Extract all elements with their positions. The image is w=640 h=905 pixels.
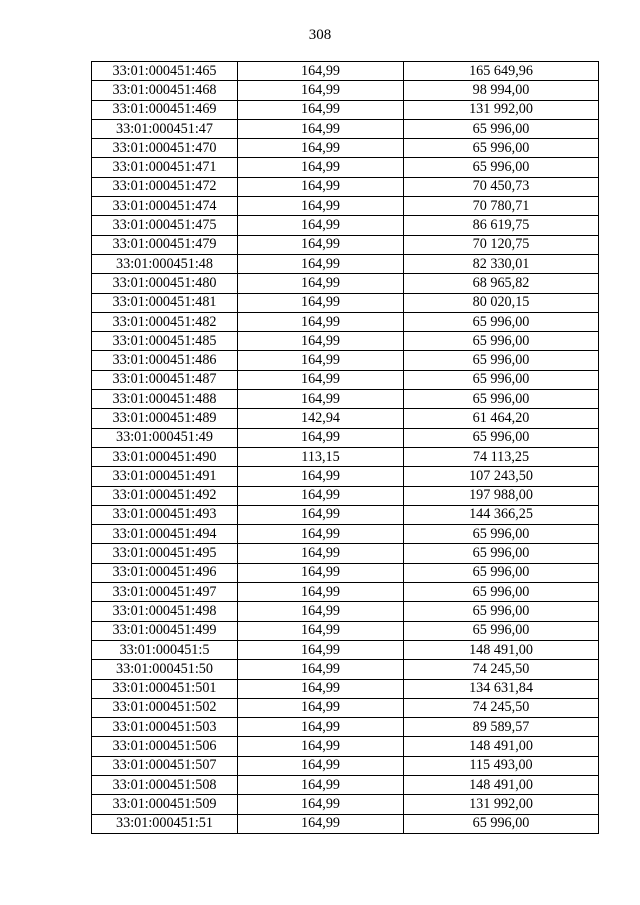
cadastral-number-cell: 33:01:000451:493 xyxy=(92,505,238,524)
table-row xyxy=(92,814,599,833)
table-row xyxy=(92,370,599,389)
value-cell: 65 996,00 xyxy=(404,370,599,389)
cadastral-number-cell: 33:01:000451:47 xyxy=(92,119,238,138)
table-row xyxy=(92,197,599,216)
value-cell: 70 450,73 xyxy=(404,177,599,196)
cadastral-number-cell: 33:01:000451:475 xyxy=(92,216,238,235)
area-cell: 164,99 xyxy=(238,737,404,756)
area-cell: 164,99 xyxy=(238,158,404,177)
page-number: 308 xyxy=(308,27,332,43)
table-row xyxy=(92,293,599,312)
value-cell: 65 996,00 xyxy=(404,351,599,370)
area-cell: 164,99 xyxy=(238,332,404,351)
cadastral-number-cell: 33:01:000451:479 xyxy=(92,235,238,254)
table-row xyxy=(92,235,599,254)
table-row xyxy=(92,351,599,370)
cadastral-number-cell: 33:01:000451:506 xyxy=(92,737,238,756)
cadastral-number-cell: 33:01:000451:468 xyxy=(92,81,238,100)
table-row xyxy=(92,332,599,351)
table-row xyxy=(92,409,599,428)
cadastral-number-cell: 33:01:000451:497 xyxy=(92,583,238,602)
cadastral-number-cell: 33:01:000451:488 xyxy=(92,390,238,409)
area-cell: 113,15 xyxy=(238,447,404,466)
area-cell: 164,99 xyxy=(238,486,404,505)
cadastral-number-cell: 33:01:000451:470 xyxy=(92,139,238,158)
area-cell: 164,99 xyxy=(238,216,404,235)
value-cell: 98 994,00 xyxy=(404,81,599,100)
cadastral-number-cell: 33:01:000451:465 xyxy=(92,62,238,81)
value-cell: 65 996,00 xyxy=(404,158,599,177)
cadastral-number-cell: 33:01:000451:486 xyxy=(92,351,238,370)
area-cell: 164,99 xyxy=(238,795,404,814)
value-cell: 65 996,00 xyxy=(404,312,599,331)
cadastral-number-cell: 33:01:000451:487 xyxy=(92,370,238,389)
cadastral-number-cell: 33:01:000451:482 xyxy=(92,312,238,331)
table-row xyxy=(92,254,599,273)
value-cell: 144 366,25 xyxy=(404,505,599,524)
cadastral-number-cell: 33:01:000451:507 xyxy=(92,756,238,775)
cadastral-number-cell: 33:01:000451:480 xyxy=(92,274,238,293)
cadastral-number-cell: 33:01:000451:508 xyxy=(92,775,238,794)
area-cell: 164,99 xyxy=(238,390,404,409)
area-cell: 164,99 xyxy=(238,621,404,640)
cadastral-number-cell: 33:01:000451:489 xyxy=(92,409,238,428)
table-row xyxy=(92,139,599,158)
value-cell: 68 965,82 xyxy=(404,274,599,293)
value-cell: 74 245,50 xyxy=(404,660,599,679)
table-row xyxy=(92,62,599,81)
area-cell: 164,99 xyxy=(238,698,404,717)
table-row xyxy=(92,602,599,621)
cadastral-number-cell: 33:01:000451:496 xyxy=(92,563,238,582)
value-cell: 134 631,84 xyxy=(404,679,599,698)
value-cell: 61 464,20 xyxy=(404,409,599,428)
table-row xyxy=(92,563,599,582)
area-cell: 164,99 xyxy=(238,235,404,254)
area-cell: 164,99 xyxy=(238,254,404,273)
table-body xyxy=(92,62,599,834)
area-cell: 164,99 xyxy=(238,293,404,312)
table-row xyxy=(92,274,599,293)
value-cell: 65 996,00 xyxy=(404,621,599,640)
cadastral-number-cell: 33:01:000451:509 xyxy=(92,795,238,814)
table-row xyxy=(92,737,599,756)
value-cell: 65 996,00 xyxy=(404,602,599,621)
value-cell: 65 996,00 xyxy=(404,563,599,582)
area-cell: 164,99 xyxy=(238,62,404,81)
value-cell: 115 493,00 xyxy=(404,756,599,775)
table-row xyxy=(92,525,599,544)
area-cell: 164,99 xyxy=(238,640,404,659)
value-cell: 165 649,96 xyxy=(404,62,599,81)
value-cell: 65 996,00 xyxy=(404,525,599,544)
cadastral-number-cell: 33:01:000451:492 xyxy=(92,486,238,505)
area-cell: 164,99 xyxy=(238,563,404,582)
table-row xyxy=(92,312,599,331)
value-cell: 74 113,25 xyxy=(404,447,599,466)
cadastral-number-cell: 33:01:000451:474 xyxy=(92,197,238,216)
area-cell: 164,99 xyxy=(238,428,404,447)
value-cell: 197 988,00 xyxy=(404,486,599,505)
value-cell: 70 780,71 xyxy=(404,197,599,216)
value-cell: 86 619,75 xyxy=(404,216,599,235)
area-cell: 164,99 xyxy=(238,370,404,389)
area-cell: 164,99 xyxy=(238,525,404,544)
area-cell: 164,99 xyxy=(238,814,404,833)
value-cell: 70 120,75 xyxy=(404,235,599,254)
table-row xyxy=(92,216,599,235)
table-row xyxy=(92,100,599,119)
table-row xyxy=(92,640,599,659)
area-cell: 164,99 xyxy=(238,139,404,158)
cadastral-number-cell: 33:01:000451:50 xyxy=(92,660,238,679)
table-row xyxy=(92,119,599,138)
cadastral-number-cell: 33:01:000451:502 xyxy=(92,698,238,717)
value-cell: 148 491,00 xyxy=(404,737,599,756)
cadastral-number-cell: 33:01:000451:494 xyxy=(92,525,238,544)
area-cell: 164,99 xyxy=(238,197,404,216)
table-row xyxy=(92,505,599,524)
table-row xyxy=(92,428,599,447)
data-table xyxy=(91,61,599,834)
table-row xyxy=(92,583,599,602)
area-cell: 164,99 xyxy=(238,505,404,524)
area-cell: 164,99 xyxy=(238,274,404,293)
area-cell: 164,99 xyxy=(238,544,404,563)
table-row xyxy=(92,795,599,814)
table-row xyxy=(92,486,599,505)
value-cell: 65 996,00 xyxy=(404,544,599,563)
cadastral-number-cell: 33:01:000451:491 xyxy=(92,467,238,486)
area-cell: 164,99 xyxy=(238,467,404,486)
cadastral-number-cell: 33:01:000451:472 xyxy=(92,177,238,196)
area-cell: 164,99 xyxy=(238,81,404,100)
cadastral-number-cell: 33:01:000451:5 xyxy=(92,640,238,659)
value-cell: 65 996,00 xyxy=(404,583,599,602)
table-row xyxy=(92,544,599,563)
cadastral-number-cell: 33:01:000451:490 xyxy=(92,447,238,466)
value-cell: 65 996,00 xyxy=(404,119,599,138)
table-row xyxy=(92,467,599,486)
area-cell: 142,94 xyxy=(238,409,404,428)
table-row xyxy=(92,660,599,679)
value-cell: 65 996,00 xyxy=(404,139,599,158)
area-cell: 164,99 xyxy=(238,775,404,794)
table-row xyxy=(92,718,599,737)
cadastral-number-cell: 33:01:000451:499 xyxy=(92,621,238,640)
table-row xyxy=(92,81,599,100)
area-cell: 164,99 xyxy=(238,718,404,737)
value-cell: 65 996,00 xyxy=(404,332,599,351)
table-row xyxy=(92,698,599,717)
value-cell: 148 491,00 xyxy=(404,640,599,659)
cadastral-number-cell: 33:01:000451:481 xyxy=(92,293,238,312)
cadastral-number-cell: 33:01:000451:485 xyxy=(92,332,238,351)
table-row xyxy=(92,756,599,775)
value-cell: 80 020,15 xyxy=(404,293,599,312)
area-cell: 164,99 xyxy=(238,679,404,698)
area-cell: 164,99 xyxy=(238,756,404,775)
area-cell: 164,99 xyxy=(238,312,404,331)
value-cell: 65 996,00 xyxy=(404,814,599,833)
area-cell: 164,99 xyxy=(238,583,404,602)
value-cell: 89 589,57 xyxy=(404,718,599,737)
value-cell: 82 330,01 xyxy=(404,254,599,273)
area-cell: 164,99 xyxy=(238,177,404,196)
cadastral-number-cell: 33:01:000451:48 xyxy=(92,254,238,273)
cadastral-number-cell: 33:01:000451:503 xyxy=(92,718,238,737)
value-cell: 107 243,50 xyxy=(404,467,599,486)
cadastral-number-cell: 33:01:000451:471 xyxy=(92,158,238,177)
table-row xyxy=(92,621,599,640)
value-cell: 131 992,00 xyxy=(404,795,599,814)
value-cell: 74 245,50 xyxy=(404,698,599,717)
table-row xyxy=(92,390,599,409)
value-cell: 148 491,00 xyxy=(404,775,599,794)
table-row xyxy=(92,447,599,466)
cadastral-number-cell: 33:01:000451:495 xyxy=(92,544,238,563)
area-cell: 164,99 xyxy=(238,119,404,138)
table-row xyxy=(92,775,599,794)
value-cell: 65 996,00 xyxy=(404,390,599,409)
table-row xyxy=(92,177,599,196)
value-cell: 65 996,00 xyxy=(404,428,599,447)
area-cell: 164,99 xyxy=(238,351,404,370)
area-cell: 164,99 xyxy=(238,100,404,119)
area-cell: 164,99 xyxy=(238,602,404,621)
area-cell: 164,99 xyxy=(238,660,404,679)
cadastral-number-cell: 33:01:000451:51 xyxy=(92,814,238,833)
cadastral-number-cell: 33:01:000451:501 xyxy=(92,679,238,698)
table-row xyxy=(92,679,599,698)
table-row xyxy=(92,158,599,177)
cadastral-number-cell: 33:01:000451:498 xyxy=(92,602,238,621)
cadastral-number-cell: 33:01:000451:469 xyxy=(92,100,238,119)
value-cell: 131 992,00 xyxy=(404,100,599,119)
cadastral-number-cell: 33:01:000451:49 xyxy=(92,428,238,447)
